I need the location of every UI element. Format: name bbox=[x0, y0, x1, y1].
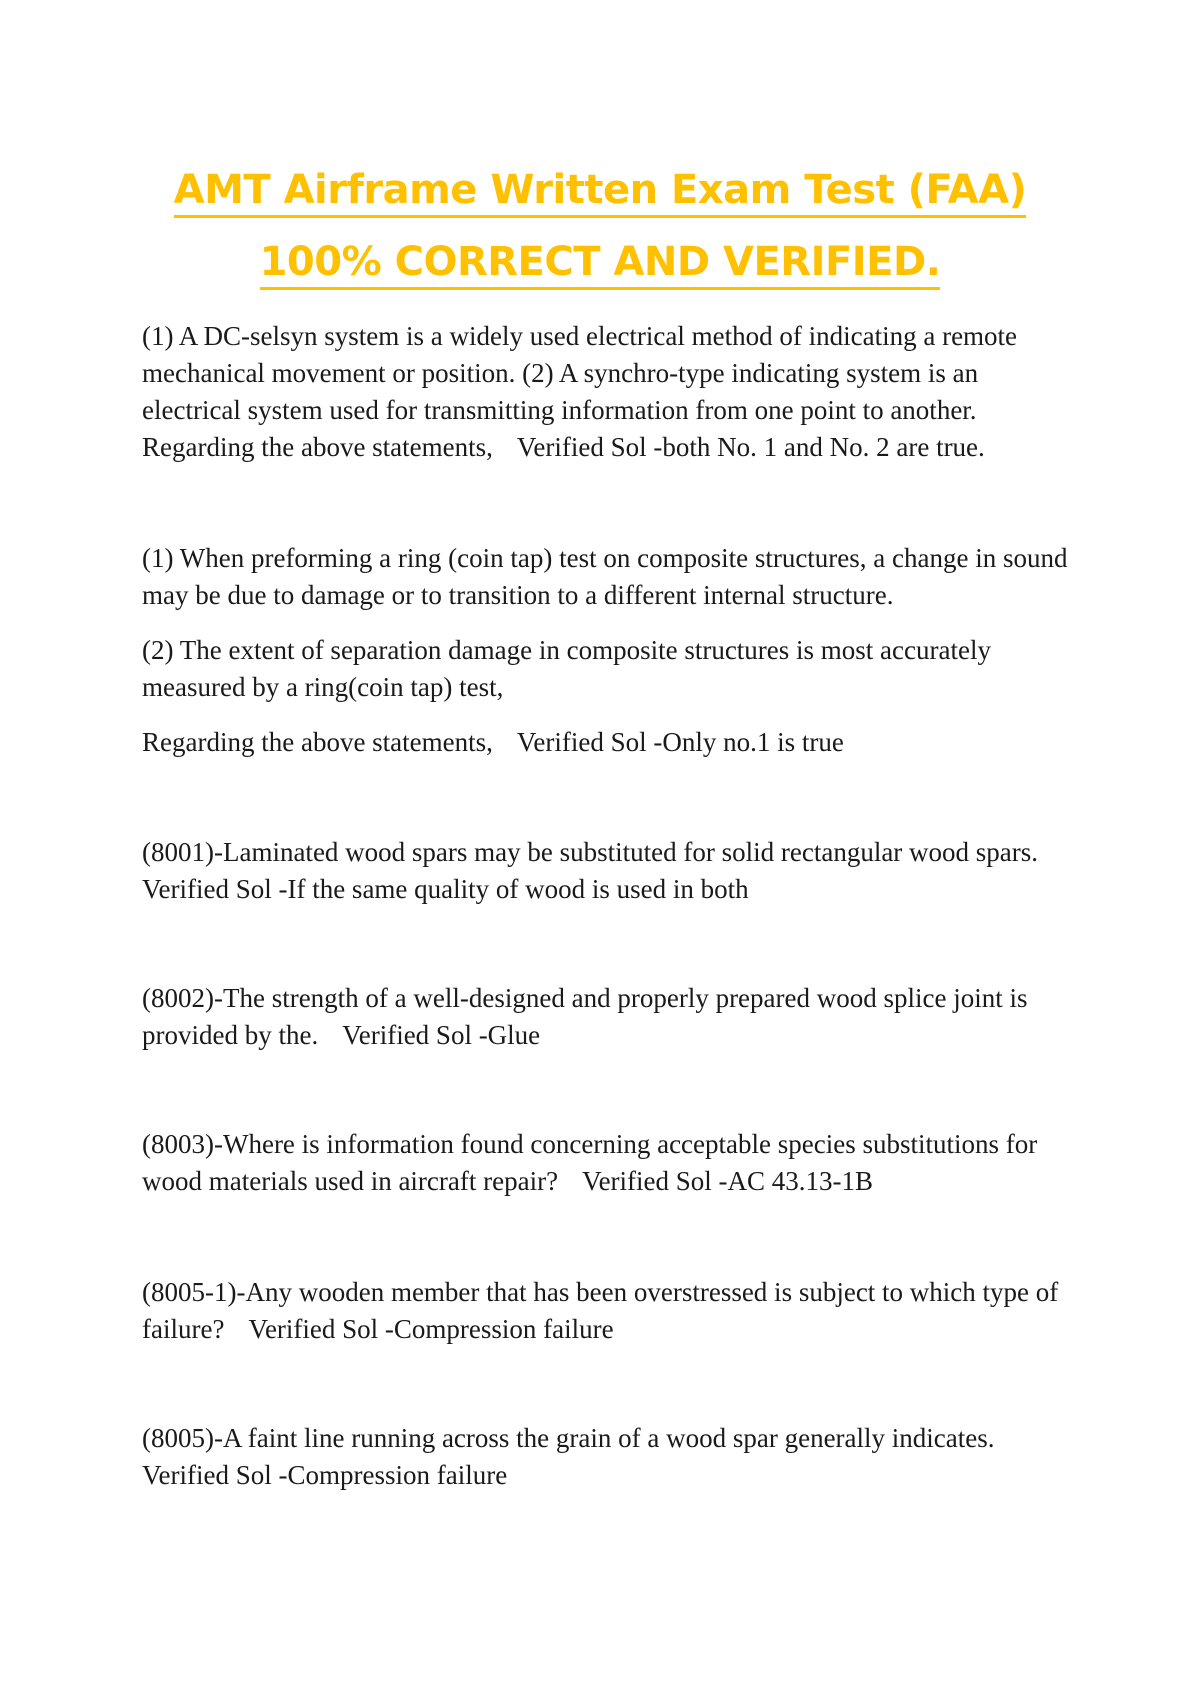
entry-3 bbox=[142, 834, 1072, 908]
entry-6 bbox=[142, 1274, 1072, 1348]
entry-2 bbox=[142, 724, 1072, 761]
entry-7-answer: Verified Sol -Compression failure bbox=[142, 1460, 508, 1490]
title-line1-text: AMT Airframe Written Exam Test (FAA) bbox=[174, 167, 1027, 218]
entry-3-answer: Verified Sol -If the same quality of wood is used in both bbox=[142, 874, 749, 904]
entry-7-question: (8005)-A faint line running across the grain of a wood spar generally indicates. bbox=[142, 1423, 995, 1453]
entry-6-answer: Verified Sol -Compression failure bbox=[248, 1314, 614, 1344]
entry-4 bbox=[142, 980, 1072, 1054]
title-line2-text: 100% CORRECT AND VERIFIED. bbox=[260, 239, 941, 290]
document-title-line1 bbox=[0, 166, 1200, 214]
entry-5-question: (8003)-Where is information found concerning acceptable species substitutions for wood materials used in aircraft repair? bbox=[142, 1129, 1038, 1196]
entry-1-question: (1) A DC-selsyn system is a widely used electrical method of indicating a remote mechanical movement or position. (2) A synchro-type indicating system is an electrical system used for transmitting information from one point to another. Regarding the above statements, bbox=[142, 321, 1018, 462]
entry-6-question: (8005-1)-Any wooden member that has been overstressed is subject to which type of failure? bbox=[142, 1277, 1059, 1344]
entry-4-question: (8002)-The strength of a well-designed and properly prepared wood splice joint is provided by the. bbox=[142, 983, 1028, 1050]
entry-7 bbox=[142, 1420, 1072, 1494]
entry-2-question: Regarding the above statements, bbox=[142, 727, 493, 757]
entry-5-answer: Verified Sol -AC 43.13-1B bbox=[582, 1166, 874, 1196]
entry-4-answer: Verified Sol -Glue bbox=[342, 1020, 541, 1050]
entry-3-question: (8001)-Laminated wood spars may be substituted for solid rectangular wood spars. bbox=[142, 837, 1039, 867]
entry-1 bbox=[142, 318, 1072, 466]
entry-2-answer: Verified Sol -Only no.1 is true bbox=[516, 727, 844, 757]
entry-2-part1: (1) When preforming a ring (coin tap) test on composite structures, a change in sound may be due to damage or to transition to a different internal structure. bbox=[142, 543, 1068, 610]
entry-5 bbox=[142, 1126, 1072, 1200]
entry-1-answer: Verified Sol -both No. 1 and No. 2 are true. bbox=[516, 432, 985, 462]
entry-2-part2: (2) The extent of separation damage in composite structures is most accurately measured by a ring(coin tap) test, bbox=[142, 635, 991, 702]
document-title-line2 bbox=[0, 238, 1200, 286]
